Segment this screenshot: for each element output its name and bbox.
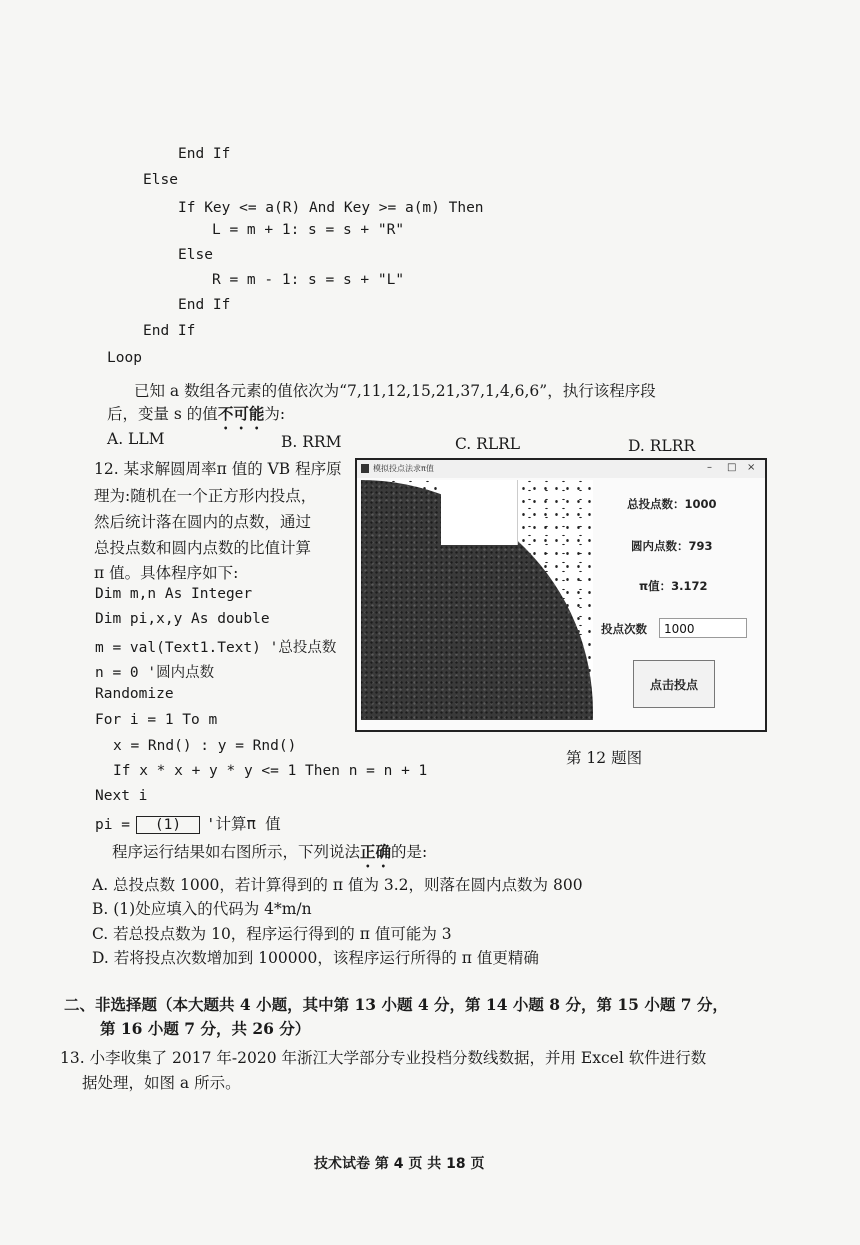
minimize-icon: – bbox=[707, 462, 712, 473]
page-footer: 技术试卷 第 4 页 共 18 页 bbox=[314, 1156, 485, 1172]
code-line: L = m + 1: s = s + "R" bbox=[212, 222, 405, 238]
q12-result-line bbox=[112, 840, 427, 871]
q13-line1: 13. 小李收集了 2017 年-2020 年浙江大学部分专业投档分数线数据，并用 Excel 软件进行数 bbox=[60, 1049, 707, 1067]
q12-option-c: C. 若总投点数为 10，程序运行得到的 π 值可能为 3 bbox=[92, 925, 452, 943]
q11-stem-line2 bbox=[107, 402, 285, 433]
maximize-icon: □ bbox=[727, 462, 737, 473]
code-line: Loop bbox=[107, 350, 142, 366]
q12-code-line: Dim m,n As Integer bbox=[95, 586, 253, 602]
q12-code-line: n = 0 '圆内点数 bbox=[95, 665, 215, 681]
window-titlebar bbox=[357, 460, 765, 478]
q12-code-line: For i = 1 To m bbox=[95, 712, 218, 728]
pi-comment: '计算π 值 bbox=[206, 815, 281, 833]
total-points-label: 总投点数：1000 bbox=[627, 497, 717, 511]
q12-intro-line: π 值。具体程序如下: bbox=[94, 564, 239, 582]
q12-option-b: B. (1)处应填入的代码为 4*m/n bbox=[92, 900, 312, 918]
app-icon bbox=[361, 464, 369, 473]
q12-result-pre: 程序运行结果如右图所示，下列说法 bbox=[112, 843, 361, 861]
inside-points-label: 圆内点数：793 bbox=[631, 539, 713, 553]
q12-intro-line: 总投点数和圆内点数的比值计算 bbox=[94, 539, 312, 557]
scatter-plot-area bbox=[361, 480, 593, 720]
q11-stem-emphasis: 不可能 bbox=[217, 404, 265, 423]
q12-code-line: If x * x + y * y <= 1 Then n = n + 1 bbox=[113, 763, 428, 779]
input-label: 投点次数 bbox=[601, 622, 647, 636]
q12-result-post: 的是: bbox=[391, 843, 428, 861]
mask-box bbox=[441, 480, 518, 545]
code-line: R = m - 1: s = s + "L" bbox=[212, 272, 405, 288]
q12-figure bbox=[355, 458, 767, 732]
code-line: End If bbox=[143, 323, 196, 339]
section2-heading-line1: 二、非选择题（本大题共 4 小题，其中第 13 小题 4 分，第 14 小题 8 分，第 15 小题 7 分， bbox=[64, 995, 728, 1014]
q12-intro-line: 然后统计落在圆内的点数，通过 bbox=[94, 513, 312, 531]
q12-code-line: m = val(Text1.Text) '总投点数 bbox=[95, 640, 337, 656]
q11-stem-pre: 后，变量 s 的值 bbox=[107, 405, 218, 423]
q11-stem-post: 为: bbox=[264, 405, 286, 423]
q12-option-d: D. 若将投点次数增加到 100000，该程序运行所得的 π 值更精确 bbox=[92, 949, 539, 967]
pi-prefix: pi = bbox=[95, 817, 130, 833]
points-input[interactable]: 1000 bbox=[659, 618, 747, 638]
q11-stem-line1: 已知 a 数组各元素的值依次为“7,11,12,15,21,37,1,4,6,6”，执行该程序段 bbox=[134, 382, 656, 400]
throw-points-button[interactable]: 点击投点 bbox=[633, 660, 715, 708]
q12-intro-line: 12. 某求解圆周率π 值的 VB 程序原 bbox=[94, 460, 342, 478]
q11-option-d: D. RLRR bbox=[628, 437, 696, 455]
q12-code-line: x = Rnd() : y = Rnd() bbox=[113, 738, 297, 754]
q12-result-emphasis: 正确 bbox=[360, 842, 392, 861]
q11-option-c: C. RLRL bbox=[455, 435, 521, 453]
pi-value-label: π值：3.172 bbox=[639, 579, 708, 593]
q12-code-line: Randomize bbox=[95, 686, 174, 702]
code-line: End If bbox=[178, 297, 231, 313]
window-title: 模拟投点法求π值 bbox=[373, 464, 434, 473]
code-line: Else bbox=[143, 172, 178, 188]
section2-heading-line2: 第 16 小题 7 分，共 26 分） bbox=[100, 1019, 311, 1038]
code-line: End If bbox=[178, 146, 231, 162]
q12-option-a: A. 总投点数 1000，若计算得到的 π 值为 3.2，则落在圆内点数为 800 bbox=[92, 876, 583, 894]
q12-code-line: Dim pi,x,y As double bbox=[95, 611, 270, 627]
close-icon: × bbox=[747, 462, 756, 473]
figure-caption: 第 12 题图 bbox=[566, 749, 643, 767]
q12-code-line: Next i bbox=[95, 788, 148, 804]
q11-option-b: B. RRM bbox=[281, 433, 342, 451]
q11-option-a: A. LLM bbox=[107, 430, 165, 448]
q13-line2: 据处理，如图 a 所示。 bbox=[82, 1074, 241, 1092]
code-line: Else bbox=[178, 247, 213, 263]
q12-intro-line: 理为:随机在一个正方形内投点， bbox=[94, 487, 317, 505]
code-line: If Key <= a(R) And Key >= a(m) Then bbox=[178, 200, 484, 216]
q12-pi-line bbox=[95, 812, 281, 834]
answer-blank: (1) bbox=[136, 816, 200, 834]
